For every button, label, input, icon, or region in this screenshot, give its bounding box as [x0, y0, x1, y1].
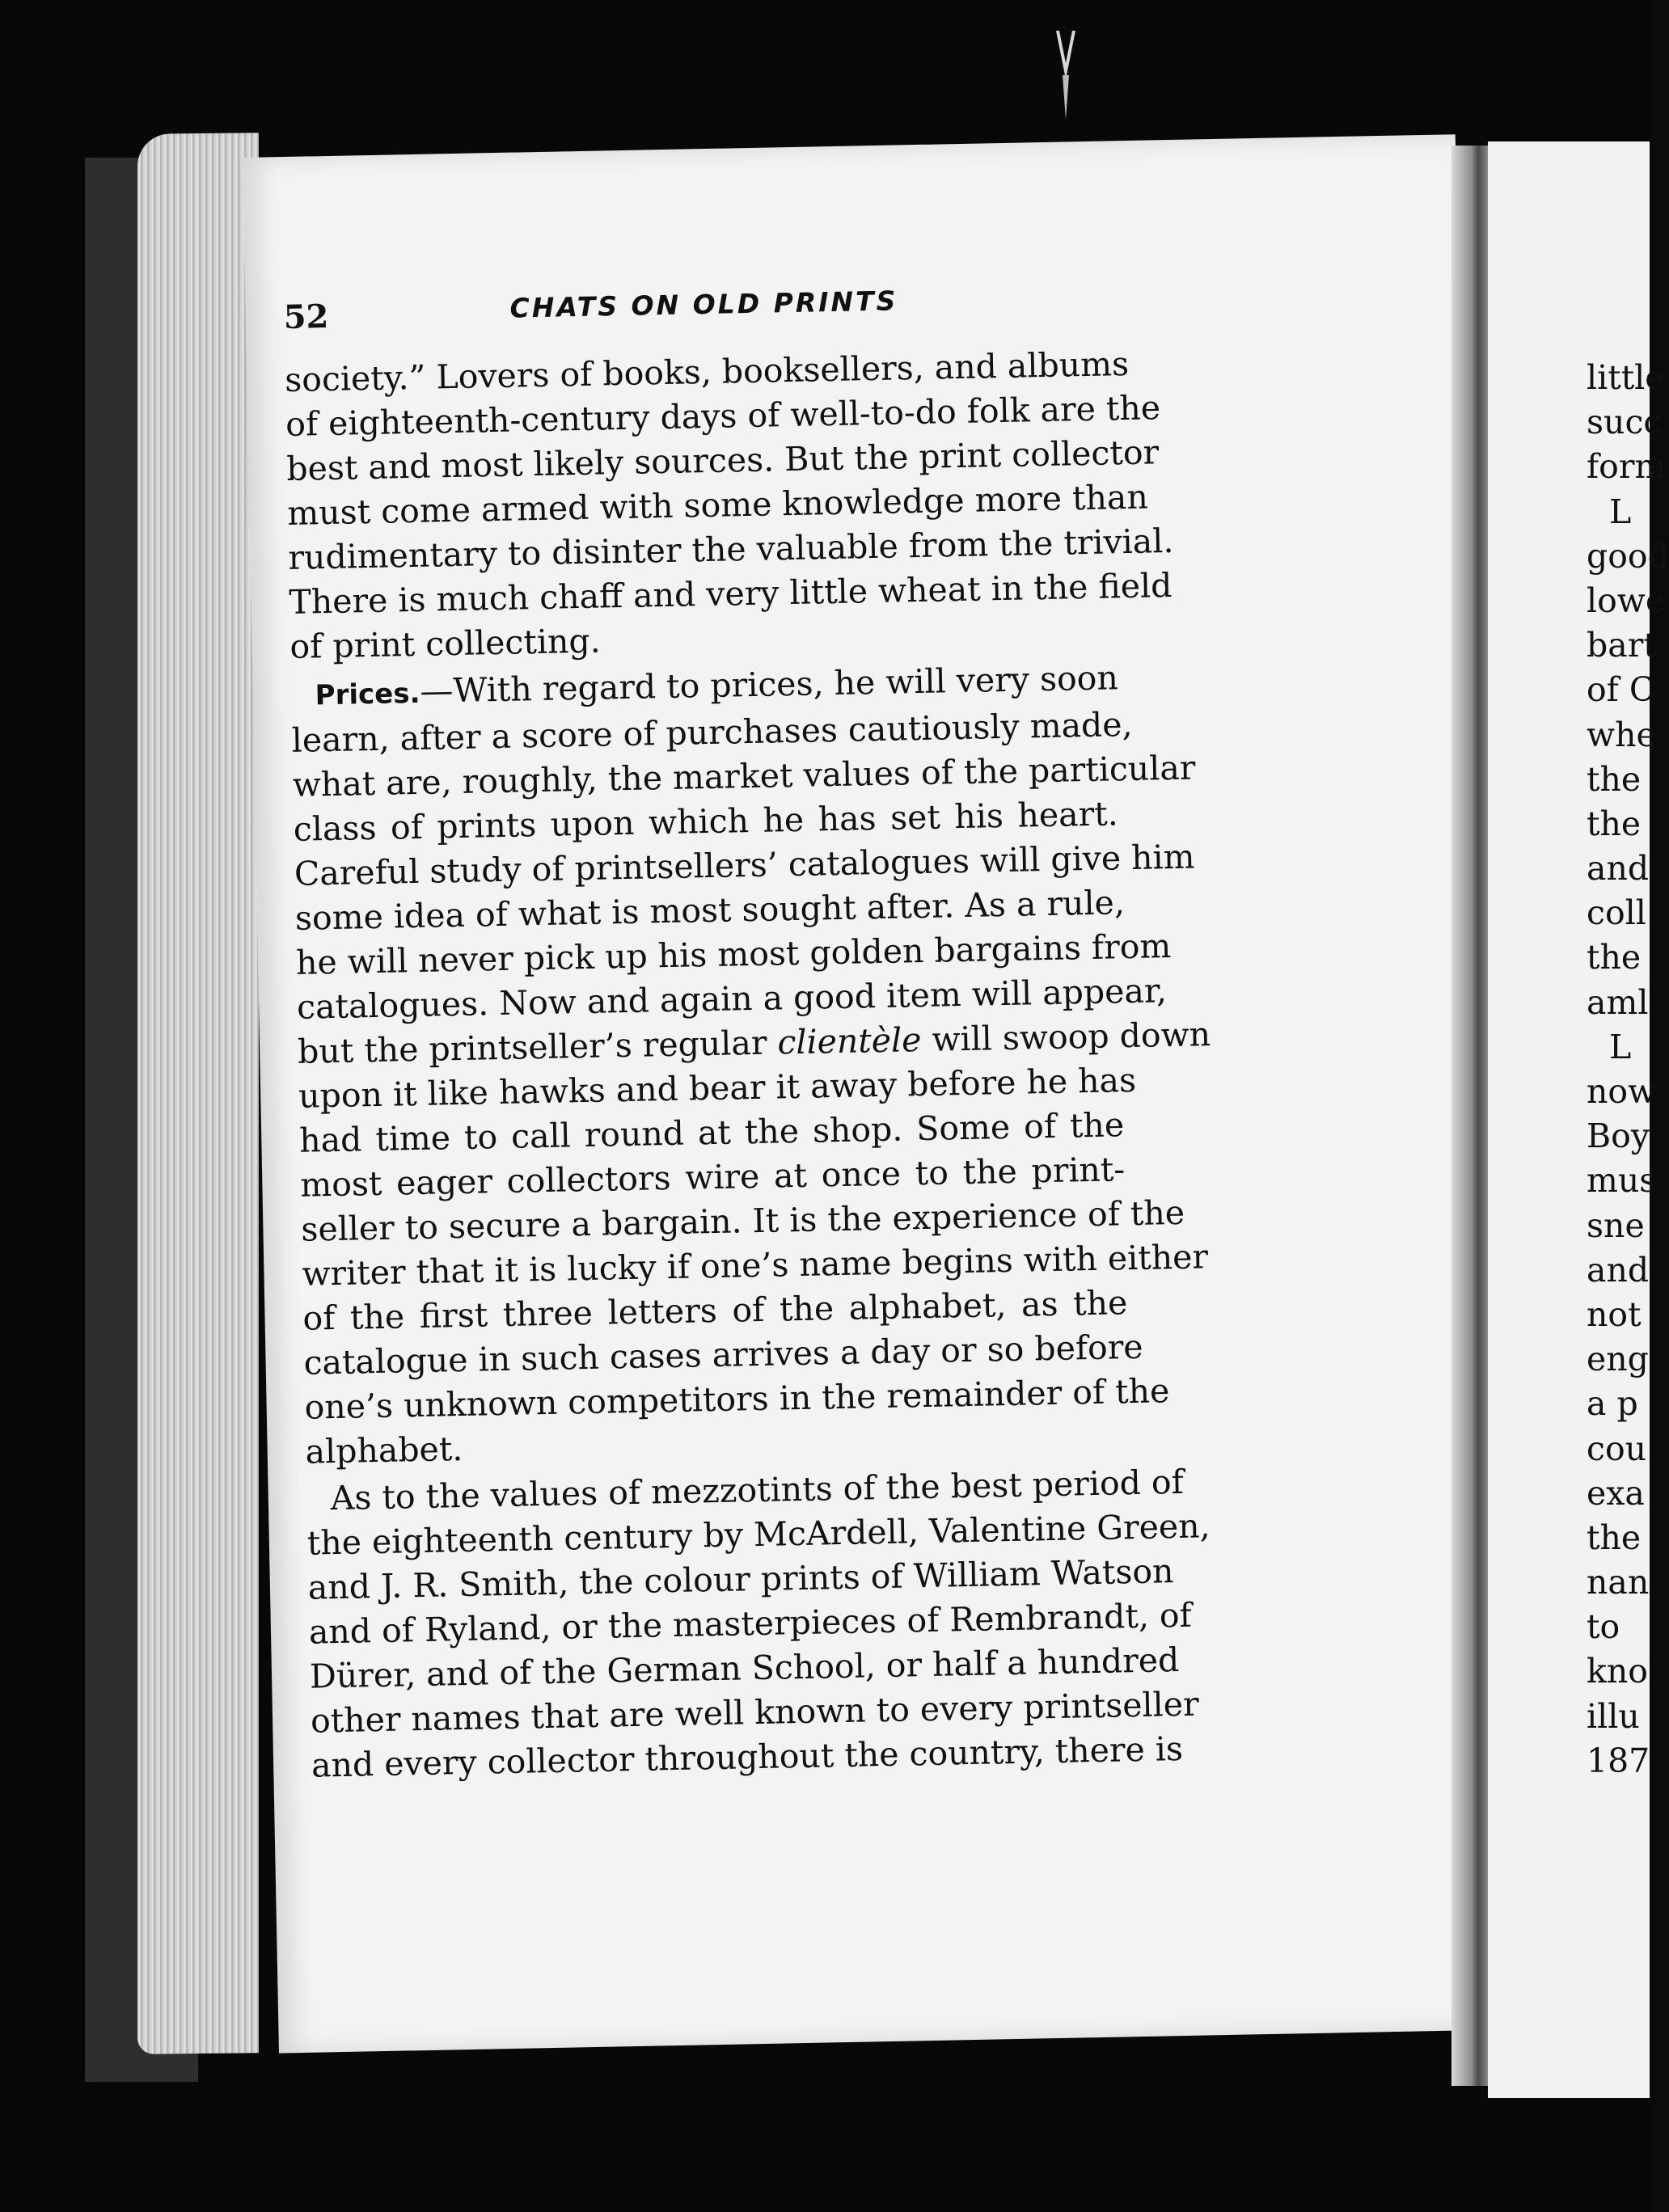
- text-line: rudimentary to disinter the valuable from the trivial.: [287, 521, 1174, 577]
- text-line: some idea of what is most sought after. As a rule,: [294, 883, 1126, 938]
- bookmark-tab-icon: [1051, 31, 1080, 120]
- text-line: seller to secure a bargain. It is the experience of the: [300, 1193, 1185, 1249]
- right-page-text: [1587, 356, 1669, 1784]
- right-text-fragment: Boy: [1587, 1117, 1650, 1156]
- text-fragment: —With regard to prices, he will very soon: [419, 658, 1119, 711]
- text-line: most eager collectors wire at once to the print-: [299, 1150, 1126, 1205]
- right-text-fragment: and: [1587, 1250, 1650, 1290]
- text-line: As to the values of mezzotints of the best period of: [330, 1462, 1185, 1518]
- prices-label: Prices.: [315, 677, 420, 712]
- text-line: had time to call round at the shop. Some of the: [298, 1105, 1125, 1160]
- right-text-fragment: the: [1587, 1518, 1642, 1557]
- right-text-fragment: to: [1587, 1607, 1620, 1647]
- right-text-fragment: aml: [1587, 982, 1649, 1022]
- text-line: he will never pick up his most golden bargains from: [295, 927, 1172, 982]
- text-line: class of prints upon which he has set his heart.: [293, 794, 1119, 849]
- text-line: the eighteenth century by McArdell, Valentine Green,: [306, 1506, 1211, 1563]
- right-text-fragment: lowe: [1587, 580, 1666, 620]
- text-line: of eighteenth-century days of well-to-do folk are the: [285, 388, 1161, 444]
- right-text-fragment: sne: [1587, 1205, 1645, 1245]
- right-text-fragment: the: [1587, 938, 1642, 977]
- right-text-fragment: the: [1587, 759, 1642, 799]
- page-edges: [137, 133, 259, 2054]
- right-text-fragment: form: [1587, 447, 1667, 487]
- running-head-title: CHATS ON OLD PRINTS: [509, 285, 898, 324]
- right-text-fragment: 187: [1587, 1741, 1650, 1780]
- right-text-fragment: succ: [1587, 403, 1663, 442]
- right-text-fragment: not: [1587, 1294, 1642, 1334]
- text-line: Dürer, and of the German School, or half a hundred: [309, 1640, 1180, 1696]
- page-number: 52: [283, 297, 329, 336]
- right-text-fragment: L: [1609, 1027, 1632, 1066]
- text-line: and every collector throughout the country, there is: [311, 1729, 1184, 1785]
- italic-word: clientèle: [776, 1020, 922, 1062]
- text-line: must come armed with some knowledge more than: [286, 477, 1149, 533]
- right-text-fragment: the: [1587, 804, 1642, 843]
- body-text: [285, 336, 1444, 1788]
- right-text-fragment: eng: [1587, 1340, 1649, 1379]
- text-line: what are, roughly, the market values of the particular: [292, 748, 1196, 804]
- text-line: catalogues. Now and again a good item will appear,: [296, 971, 1168, 1027]
- right-text-fragment: cou: [1587, 1429, 1647, 1468]
- right-text-fragment: mus: [1587, 1161, 1657, 1201]
- text-line: best and most likely sources. But the print collector: [285, 433, 1160, 488]
- right-text-fragment: now: [1587, 1072, 1657, 1111]
- right-text-fragment: illu: [1587, 1696, 1640, 1736]
- text-line: catalogue in such cases arrives a day or so before: [303, 1327, 1144, 1382]
- right-text-fragment: coll: [1587, 893, 1646, 933]
- right-text-fragment: whe: [1587, 715, 1656, 754]
- text-line: other names that are well known to every printseller: [310, 1684, 1200, 1741]
- right-text-fragment: kno: [1587, 1652, 1648, 1691]
- right-text-fragment: of C: [1587, 670, 1655, 710]
- text-line: upon it like hawks and bear it away before he has: [298, 1060, 1137, 1116]
- right-text-fragment: and: [1587, 849, 1650, 889]
- text-fragment: but the printseller’s regular: [297, 1023, 778, 1071]
- text-line: learn, after a score of purchases cautiously made,: [291, 704, 1134, 760]
- text-line: alphabet.: [305, 1429, 463, 1471]
- right-text-fragment: good: [1587, 536, 1669, 576]
- left-page-text: [283, 265, 1443, 1788]
- right-text-fragment: nan: [1587, 1563, 1650, 1602]
- right-text-fragment: a p: [1587, 1384, 1638, 1424]
- right-text-fragment: L: [1609, 492, 1632, 531]
- text-line: Careful study of printsellers’ catalogues will give him: [294, 837, 1195, 893]
- text-line: society.” Lovers of books, booksellers, and albums: [284, 344, 1130, 399]
- right-text-fragment: bart: [1587, 626, 1657, 665]
- right-text-fragment: exa: [1587, 1473, 1645, 1513]
- text-line: one’s unknown competitors in the remainder of the: [304, 1371, 1170, 1427]
- text-line: of the first three letters of the alphabet, as the: [302, 1283, 1128, 1338]
- text-line: of print collecting.: [289, 621, 602, 666]
- text-line: and of Ryland, or the masterpieces of Rembrandt, of: [308, 1595, 1193, 1652]
- text-line: and J. R. Smith, the colour prints of William Watson: [307, 1551, 1174, 1607]
- right-text-fragment: little: [1587, 358, 1665, 397]
- text-line: There is much chaff and very little wheat in the field: [289, 565, 1173, 622]
- text-line: writer that it is lucky if one’s name begins with either: [301, 1237, 1209, 1294]
- text-fragment: will swoop down: [920, 1015, 1211, 1060]
